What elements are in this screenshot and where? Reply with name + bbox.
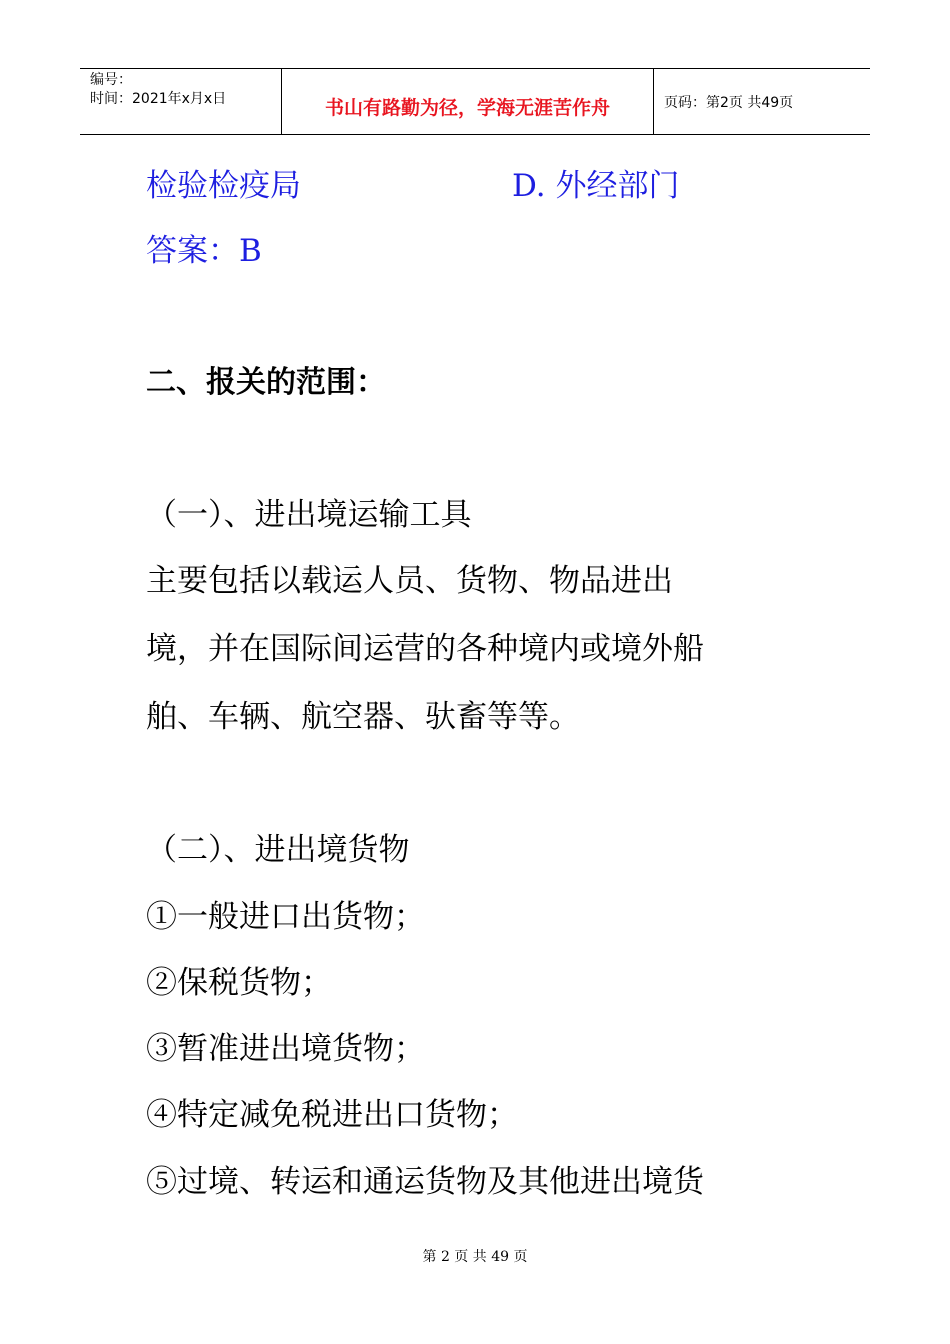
list-item: ④特定减免税进出口货物； [146,1097,518,1133]
date-label: 时间：2021年x月x日 [90,91,227,107]
paragraph-line: 舶、车辆、航空器、驮畜等等。 [146,699,580,735]
answer-line: 答案：B [146,233,262,269]
subsection-2-title: （二）、进出境货物 [146,832,410,868]
list-item: ⑤过境、转运和通运货物及其他进出境货 [146,1164,704,1200]
option-c-continued: 检验检疫局 [146,168,301,204]
option-d: D. 外经部门 [512,168,680,204]
paragraph-line: 主要包括以载运人员、货物、物品进出 [146,563,673,599]
page-header [80,68,870,135]
header-info-cell [80,69,281,135]
list-item: ②保税货物； [146,965,332,1001]
page-footer: 第 2 页 共 49 页 [422,1249,528,1265]
section-heading: 二、报关的范围： [146,365,386,400]
page-number-label: 页码：第2页 共49页 [664,95,794,111]
list-item: ①一般进口出货物； [146,899,425,935]
paragraph-line: 境，并在国际间运营的各种境内或境外船 [146,631,704,667]
motto-text: 书山有路勤为径，学海无涯苦作舟 [324,97,610,119]
serial-number-label: 编号： [90,72,132,88]
header-motto-cell [281,69,654,135]
header-page-cell [654,69,870,135]
subsection-1-title: （一）、进出境运输工具 [146,497,472,533]
list-item: ③暂准进出境货物； [146,1031,425,1067]
